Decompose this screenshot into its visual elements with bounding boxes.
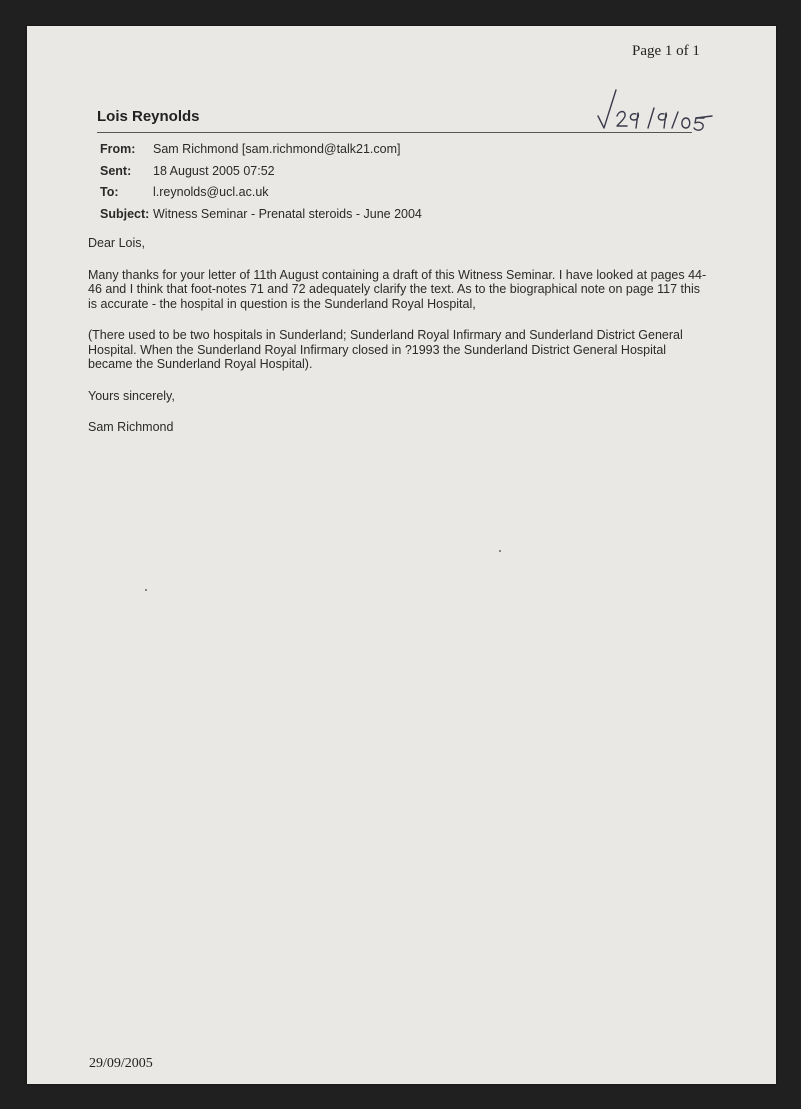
page-number: Page 1 of 1	[632, 43, 700, 59]
salutation: Dear Lois,	[88, 236, 145, 250]
sent-row	[100, 164, 422, 186]
subject-value: Witness Seminar - Prenatal steroids - June 2004	[153, 206, 422, 221]
to-label: To:	[100, 185, 119, 199]
from-value: Sam Richmond [sam.richmond@talk21.com]	[153, 142, 401, 156]
header-divider	[97, 132, 692, 133]
signature: Sam Richmond	[88, 420, 174, 434]
sent-label: Sent:	[100, 163, 132, 178]
subject-label: Subject:	[100, 206, 150, 221]
handwritten-checkmark-date	[592, 86, 717, 136]
body-paragraph-2: (There used to be two hospitals in Sunderland; Sunderland Royal Infirmary and Sunderland District General Hospital. When the Sunderland Royal Infirmary closed in ?1993 the Sunderland District General Hospital became the Sunderland Royal Hospital).	[88, 328, 683, 371]
from-label: From:	[100, 142, 136, 156]
document-page	[27, 26, 776, 1084]
email-body	[88, 236, 708, 452]
paper-speck	[499, 550, 501, 552]
from-row	[100, 142, 422, 164]
to-value: l.reynolds@ucl.ac.uk	[153, 185, 269, 199]
to-row	[100, 185, 422, 207]
footer-date: 29/09/2005	[89, 1056, 153, 1071]
paper-speck	[145, 589, 147, 591]
closing: Yours sincerely,	[88, 388, 175, 403]
sent-value: 18 August 2005 07:52	[153, 163, 275, 178]
sender-name: Lois Reynolds	[97, 108, 200, 125]
subject-row	[100, 207, 422, 229]
body-paragraph-1: Many thanks for your letter of 11th August containing a draft of this Witness Seminar. I have looked at pages 44-46 and I think that foot-notes 71 and 72 adequately clarify the text. As to the biographical note on page 117 this is accurate - the hospital in question is the Sunderland Royal Hospital,	[88, 267, 707, 311]
email-header-table	[100, 142, 422, 228]
